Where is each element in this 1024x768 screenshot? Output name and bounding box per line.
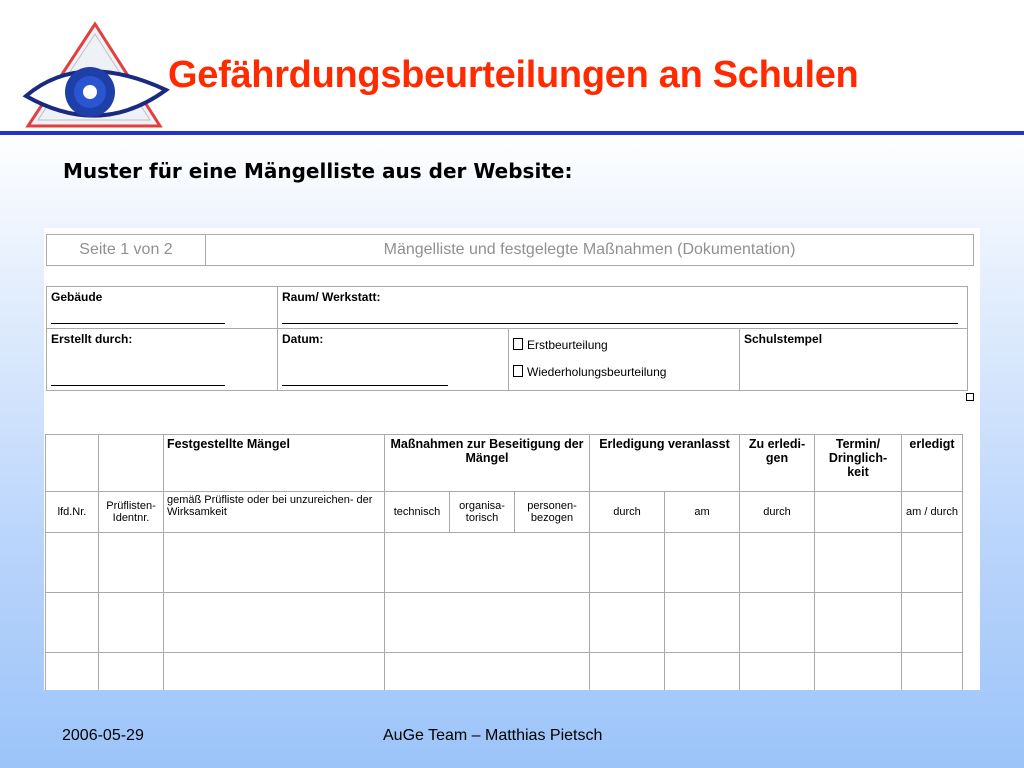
- field-beurteilung: [509, 329, 740, 391]
- sub-am-durch: am / durch: [902, 492, 963, 533]
- sub-organisatorisch: organisa- torisch: [450, 492, 515, 533]
- header-maengel: Festgestellte Mängel: [164, 435, 385, 492]
- header-massnahmen: Maßnahmen zur Beseitigung der Mängel: [385, 435, 590, 492]
- footer-date: 2006-05-29: [62, 727, 144, 744]
- document-screenshot: [44, 228, 980, 690]
- sub-personen: personen- bezogen: [515, 492, 590, 533]
- document-header: [46, 234, 974, 266]
- document-title: Mängelliste und festgelegte Maßnahmen (Dokumentation): [206, 235, 974, 266]
- slide-subtitle: Muster für eine Mängelliste aus der Website:: [63, 159, 573, 183]
- field-datum: Datum:: [278, 329, 509, 391]
- header-zu-erledigen: Zu erledi- gen: [740, 435, 815, 492]
- title-divider: [0, 131, 1024, 135]
- sub-blank: [815, 492, 902, 533]
- checkbox-icon: [513, 365, 523, 377]
- header-blank: [99, 435, 164, 492]
- datum-line: [282, 385, 448, 386]
- eye-triangle-logo: [20, 20, 170, 132]
- option-wiederholung: Wiederholungsbeurteilung: [513, 359, 735, 386]
- table-row: [46, 593, 963, 653]
- sub-lfd: lfd.Nr.: [46, 492, 99, 533]
- field-schulstempel: Schulstempel: [740, 329, 968, 391]
- sub-am: am: [665, 492, 740, 533]
- field-erstellt: Erstellt durch:: [47, 329, 278, 391]
- sub-pruef: Prüflisten- Identnr.: [99, 492, 164, 533]
- page-title: Gefährdungsbeurteilungen an Schulen: [168, 54, 859, 96]
- sub-gemaess: gemäß Prüfliste oder bei unzureichen- der Wirksamkeit: [164, 492, 385, 533]
- header-erledigt: erledigt: [902, 435, 963, 492]
- table-row: [46, 653, 963, 691]
- erstellt-line: [51, 385, 225, 386]
- header-erledigung: Erledigung veranlasst: [590, 435, 740, 492]
- sub-technisch: technisch: [385, 492, 450, 533]
- gebaeude-line: [51, 323, 225, 324]
- table-row: [46, 533, 963, 593]
- page-label: Seite 1 von 2: [47, 235, 206, 266]
- field-raum: Raum/ Werkstatt:: [278, 287, 968, 329]
- form-fields: [46, 286, 968, 391]
- defects-table: [45, 434, 963, 690]
- footer-author: AuGe Team – Matthias Pietsch: [383, 727, 603, 744]
- raum-line: [282, 323, 958, 324]
- sub-durch-2: durch: [740, 492, 815, 533]
- field-gebaeude: Gebäude: [47, 287, 278, 329]
- checkbox-icon: [513, 338, 523, 350]
- sub-durch: durch: [590, 492, 665, 533]
- option-erstbeurteilung: Erstbeurteilung: [513, 332, 735, 359]
- header-blank: [46, 435, 99, 492]
- small-square-icon: [966, 393, 974, 401]
- header-termin: Termin/ Dringlich- keit: [815, 435, 902, 492]
